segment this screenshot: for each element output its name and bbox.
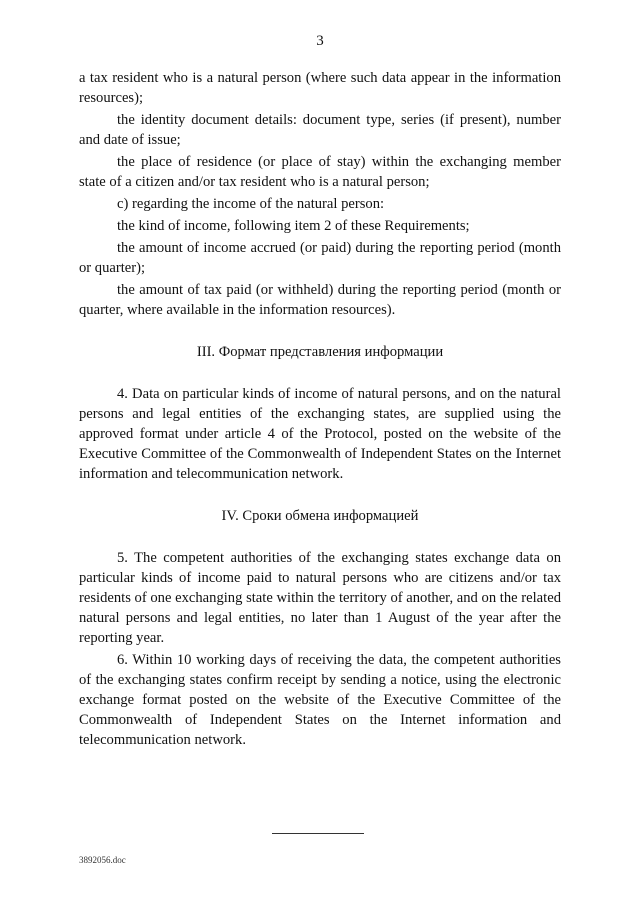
section-paragraph: 4. Data on particular kinds of income of natural persons, and on the natural persons and legal entities of the exchanging states, are supplied using the approved format under article 4 of the Protocol, posted on the website of the Executive Committee of the Commonwealth of Independent States on the Internet information and telecommunication network. [79,386,561,482]
intro-paragraph: c) regarding the income of the natural person: [117,196,385,212]
intro-paragraph: the amount of income accrued (or paid) during the reporting period (month or quarter); [79,240,561,276]
page-number: 3 [316,33,324,49]
end-divider [272,833,364,834]
intro-paragraph: the kind of income, following item 2 of these Requirements; [117,218,470,234]
section-heading: III. Формат представления информации [196,344,444,360]
document-body [79,68,561,752]
intro-paragraph: the place of residence (or place of stay) within the exchanging member state of a citizen and/or tax resident who is a natural person; [79,154,561,190]
section-3-body [79,384,561,484]
section-paragraph: 6. Within 10 working days of receiving the data, the competent authorities of the exchanging states confirm receipt by sending a notice, using the electronic exchange format posted on the website of the Executive Committee of the Commonwealth of Independent States on the Internet information and telecommunication network. [79,652,561,748]
section-4-body [79,548,561,750]
footer-doc-code: 3892056.doc [79,855,126,865]
intro-paragraph: the amount of tax paid (or withheld) during the reporting period (month or quarter, where available in the information resources). [79,282,561,318]
section-heading: IV. Сроки обмена информацией [221,508,419,524]
intro-block [79,68,561,320]
intro-paragraph: a tax resident who is a natural person (where such data appear in the information resources); [79,70,561,106]
intro-paragraph: the identity document details: document type, series (if present), number and date of issue; [79,112,561,148]
section-paragraph: 5. The competent authorities of the exchanging states exchange data on particular kinds of income paid to natural persons who are citizens and/or tax residents of one exchanging state within the territory of another, and on the related natural persons and legal entities, no later than 1 August of the year after the reporting year. [79,550,561,646]
